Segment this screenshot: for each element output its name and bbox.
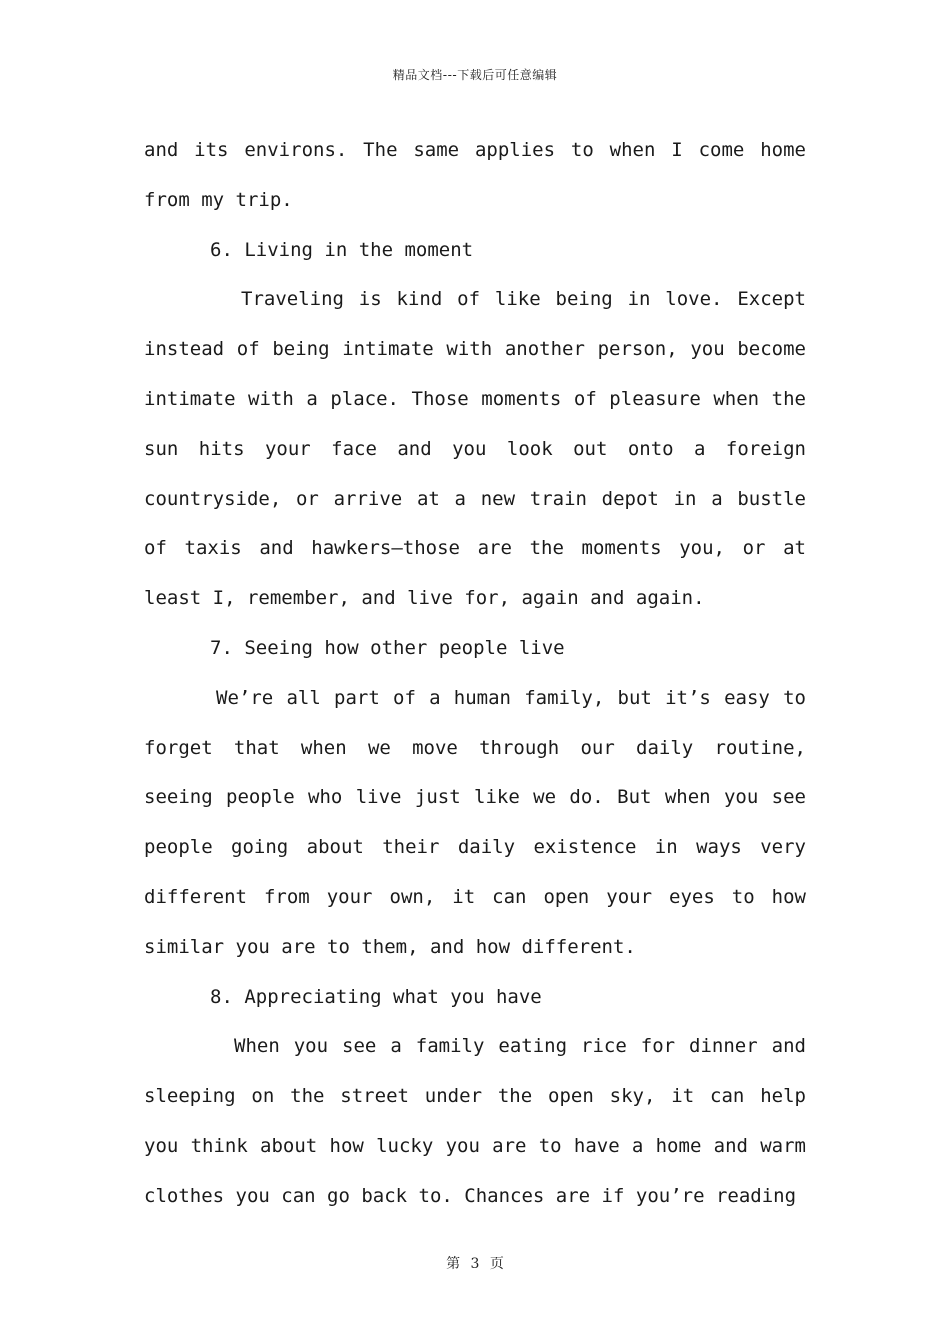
section-heading-6: 6. Living in the moment [210,238,474,261]
paragraph-living-in-moment: Traveling is kind of like being in love. Except instead of being intimate with another person, you become intimate with a place. Those moments of pleasure when the sun hits your face and you look out onto a foreign countryside, or arrive at a new train depot in a bustle of taxis and hawkers—those are the moments you, or at least I, remember, and live for, again and again. [144,288,806,610]
page-footer [0,1253,950,1273]
paragraph-other-people: We’re all part of a human family, but it’s easy to forget that when we move through our daily routine, seeing people who live just like we do. But when you see people going about their daily existence in ways very different from your own, it can open your eyes to how similar you are to them, and how different. [144,686,806,958]
paragraph-appreciating: When you see a family eating rice for dinner and sleeping on the street under the open sky, it can help you think about how lucky you are to have a home and warm clothes you can go back to. Chances are if you’re reading [144,1035,806,1207]
section-heading-7: 7. Seeing how other people live [210,636,565,659]
document-body [144,126,806,1222]
page-label-prefix: 第 [446,1256,461,1272]
page-label-suffix: 页 [489,1256,504,1272]
page-header: 精品文档---下载后可任意编辑 [392,68,558,82]
page-number: 3 [470,1256,480,1272]
section-heading-8: 8. Appreciating what you have [210,985,542,1008]
paragraph-continuation: and its environs. The same applies to when I come home from my trip. [144,139,806,211]
